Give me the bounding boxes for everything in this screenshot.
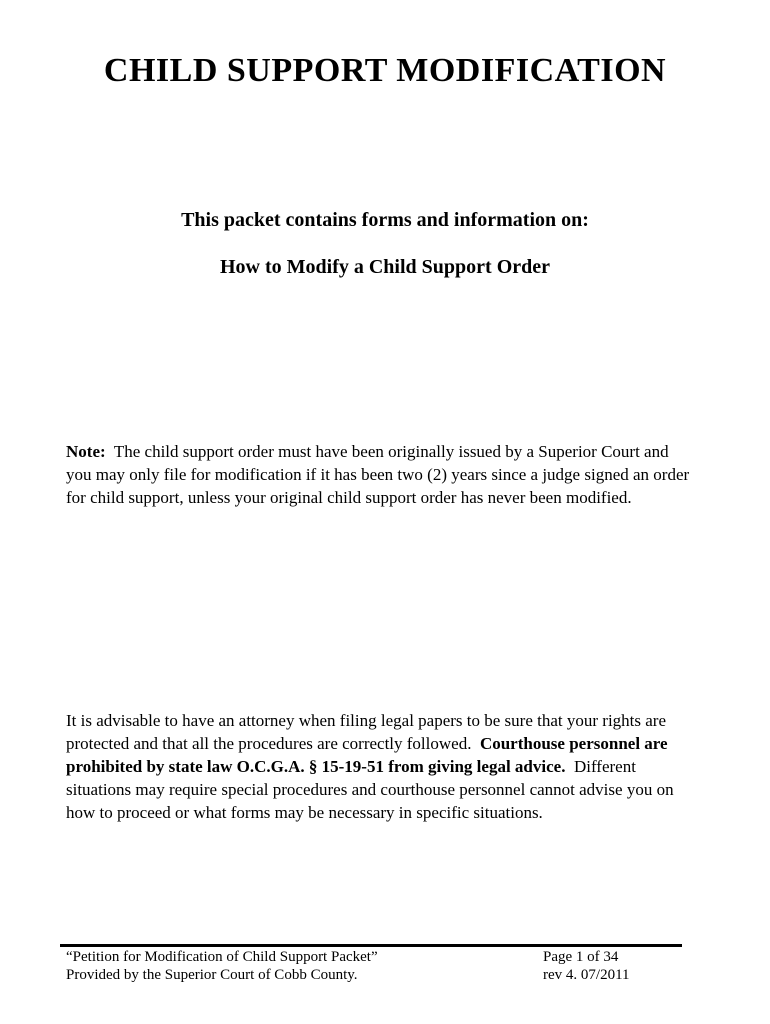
footer-divider xyxy=(60,944,682,947)
paragraph-bold-segment: Courthouse personnel are prohibited by state law O.C.G.A. § 15-19-51 from giving legal advice. xyxy=(66,734,672,776)
footer-left-block xyxy=(66,949,378,984)
paragraph-text-segment: Different situations may require special procedures and courthouse personnel cannot advise you on how to proceed or what forms may be necessary in specific situations. xyxy=(66,757,678,822)
footer-right-block xyxy=(543,949,630,984)
footer-provided-by: Provided by the Superior Court of Cobb County. xyxy=(66,966,358,983)
footer-revision: rev 4. 07/2011 xyxy=(543,966,630,983)
packet-contents-heading: This packet contains forms and information on: xyxy=(181,209,589,231)
note-paragraph xyxy=(66,440,694,509)
paragraph-bold-segment: Note: xyxy=(66,442,106,461)
footer-page-number: Page 1 of 34 xyxy=(543,949,619,965)
paragraph-text-segment: The child support order must have been originally issued by a Superior Court and you may only file for modification if it has been two (2) years since a judge signed an order for child support, unless your original child support order has never been modified. xyxy=(66,442,694,507)
advisory-paragraph xyxy=(66,709,690,824)
packet-topic-heading: How to Modify a Child Support Order xyxy=(219,256,551,278)
document-title: CHILD SUPPORT MODIFICATION xyxy=(103,52,667,89)
footer-packet-title: “Petition for Modification of Child Support Packet” xyxy=(66,949,378,965)
paragraph-text-segment: It is advisable to have an attorney when filing legal papers to be sure that your rights are protected and that all the procedures are correctly followed. xyxy=(66,711,671,753)
